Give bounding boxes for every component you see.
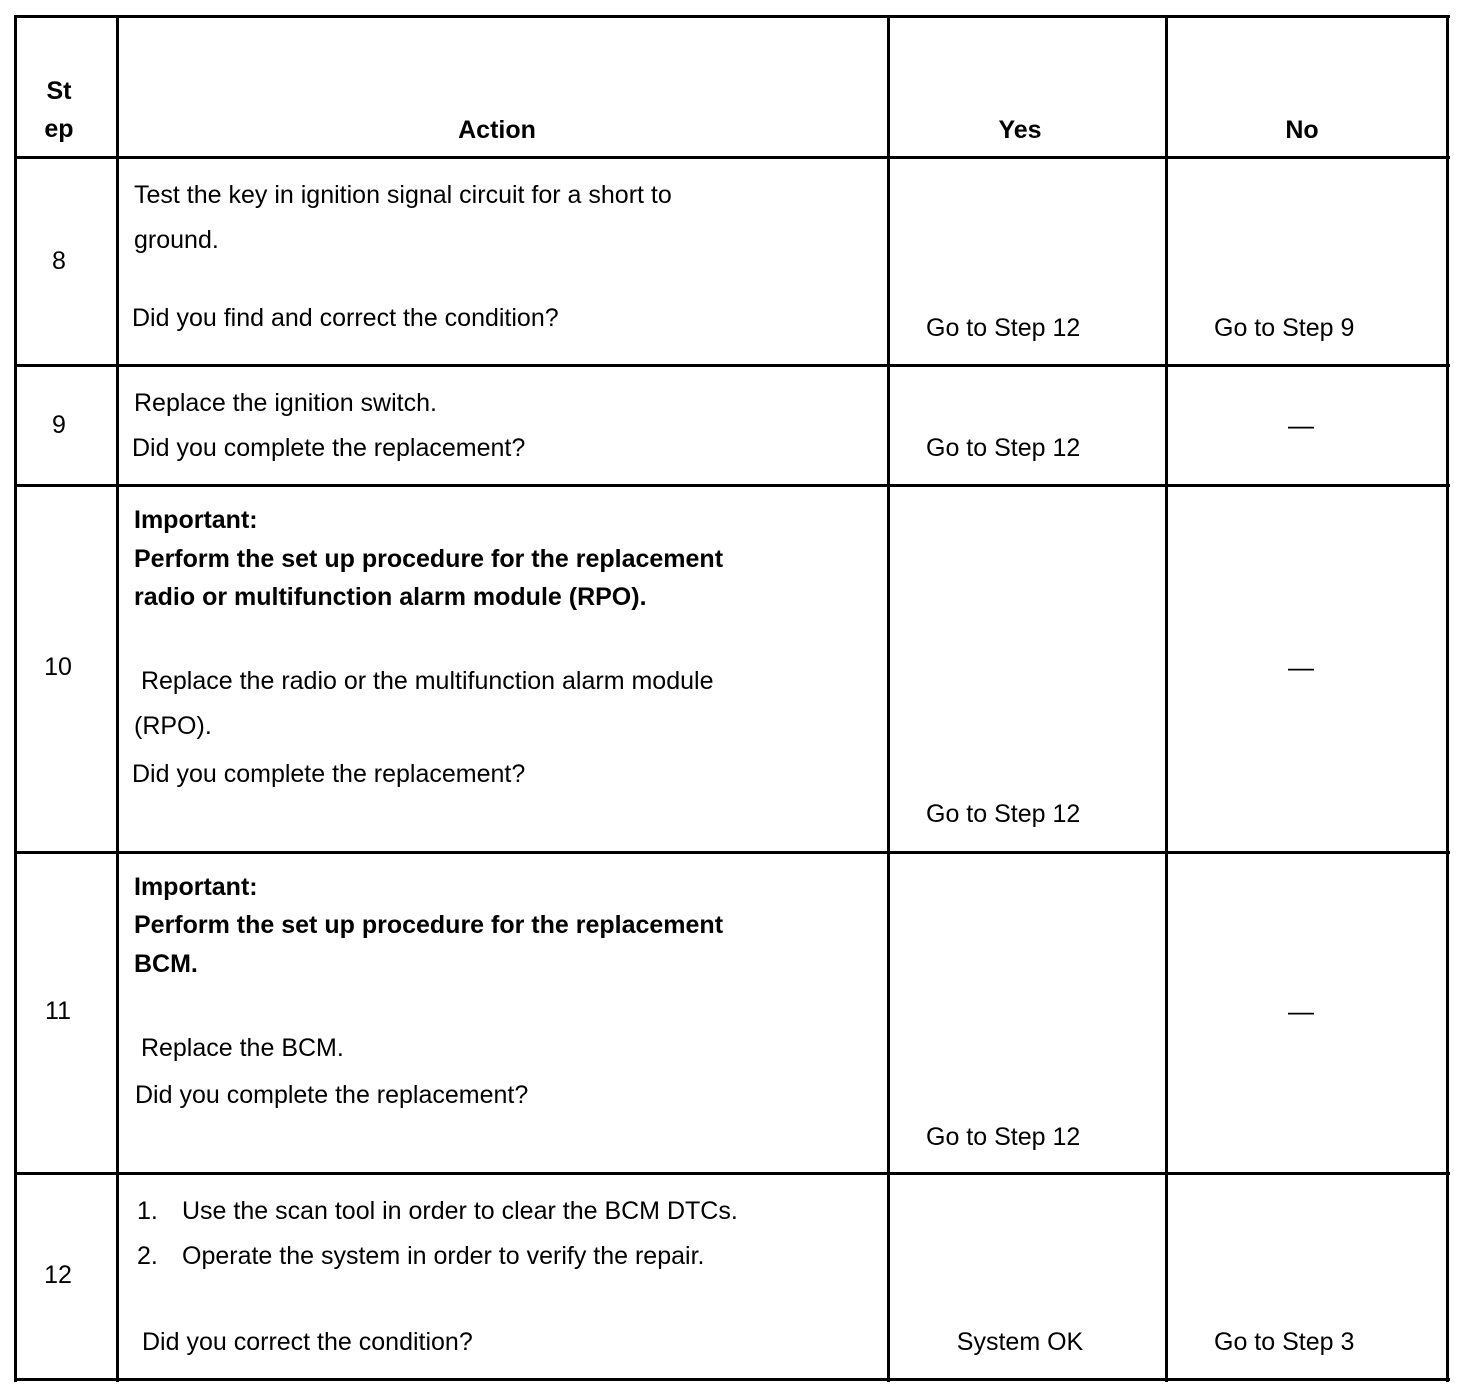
- yes-result: System OK: [956, 1328, 1084, 1356]
- important-note: radio or multifunction alarm module (RPO).: [134, 583, 647, 611]
- important-label: Important:: [134, 873, 258, 901]
- action-question: Did you complete the replacement?: [132, 434, 526, 462]
- step-number: 11: [45, 997, 71, 1025]
- action-question: Did you complete the replacement?: [135, 1081, 529, 1109]
- action-text: Test the key in ignition signal circuit for a short to: [134, 181, 672, 209]
- action-text: Replace the ignition switch.: [134, 389, 437, 417]
- important-note: Perform the set up procedure for the replacement: [134, 911, 724, 939]
- action-question: Did you correct the condition?: [142, 1328, 473, 1356]
- list-item-text: Operate the system in order to verify the repair.: [182, 1242, 705, 1270]
- header-step: [44, 76, 73, 144]
- action-text: (RPO).: [134, 712, 212, 740]
- no-result: Go to Step 9: [1214, 314, 1355, 342]
- header-no: No: [1285, 116, 1319, 144]
- yes-result: Go to Step 12: [926, 800, 1081, 828]
- table-border-top: [14, 15, 1450, 18]
- table-rule: [14, 484, 1450, 487]
- important-label: Important:: [134, 506, 258, 534]
- table-rule: [14, 156, 1450, 159]
- step-number: 8: [52, 247, 66, 275]
- yes-result: Go to Step 12: [926, 314, 1081, 342]
- step-number: 9: [52, 411, 66, 439]
- action-text: ground.: [134, 226, 219, 254]
- important-note: Perform the set up procedure for the replacement: [134, 545, 724, 573]
- table-rule: [14, 364, 1450, 367]
- table-border-bottom: [14, 1378, 1450, 1381]
- table-border-right: [1446, 16, 1449, 1382]
- action-text: Replace the BCM.: [134, 1034, 344, 1062]
- no-result: —: [1288, 996, 1314, 1026]
- action-text: Replace the radio or the multifunction alarm module: [134, 667, 714, 695]
- list-item-text: Use the scan tool in order to clear the BCM DTCs.: [182, 1197, 738, 1225]
- header-action: Action: [458, 116, 536, 144]
- table-rule: [14, 851, 1450, 854]
- list-item-number: 1.: [137, 1197, 158, 1225]
- step-number: 12: [44, 1261, 72, 1289]
- action-question: Did you complete the replacement?: [132, 760, 526, 788]
- important-note: BCM.: [134, 950, 198, 978]
- header-yes: Yes: [998, 116, 1042, 144]
- action-question: Did you find and correct the condition?: [132, 304, 559, 332]
- header-step-line2: ep: [44, 115, 74, 143]
- no-result: Go to Step 3: [1214, 1328, 1355, 1356]
- step-number: 10: [44, 653, 72, 681]
- table-rule: [14, 1172, 1450, 1175]
- table-rule: [116, 16, 119, 1382]
- table-rule: [887, 16, 890, 1382]
- no-result: —: [1288, 652, 1314, 682]
- header-step-line1: St: [46, 77, 72, 105]
- table-rule: [1165, 16, 1168, 1382]
- yes-result: Go to Step 12: [926, 434, 1081, 462]
- table-border-left: [14, 16, 17, 1382]
- no-result: —: [1288, 410, 1314, 440]
- list-item-number: 2.: [137, 1242, 158, 1270]
- yes-result: Go to Step 12: [926, 1123, 1081, 1151]
